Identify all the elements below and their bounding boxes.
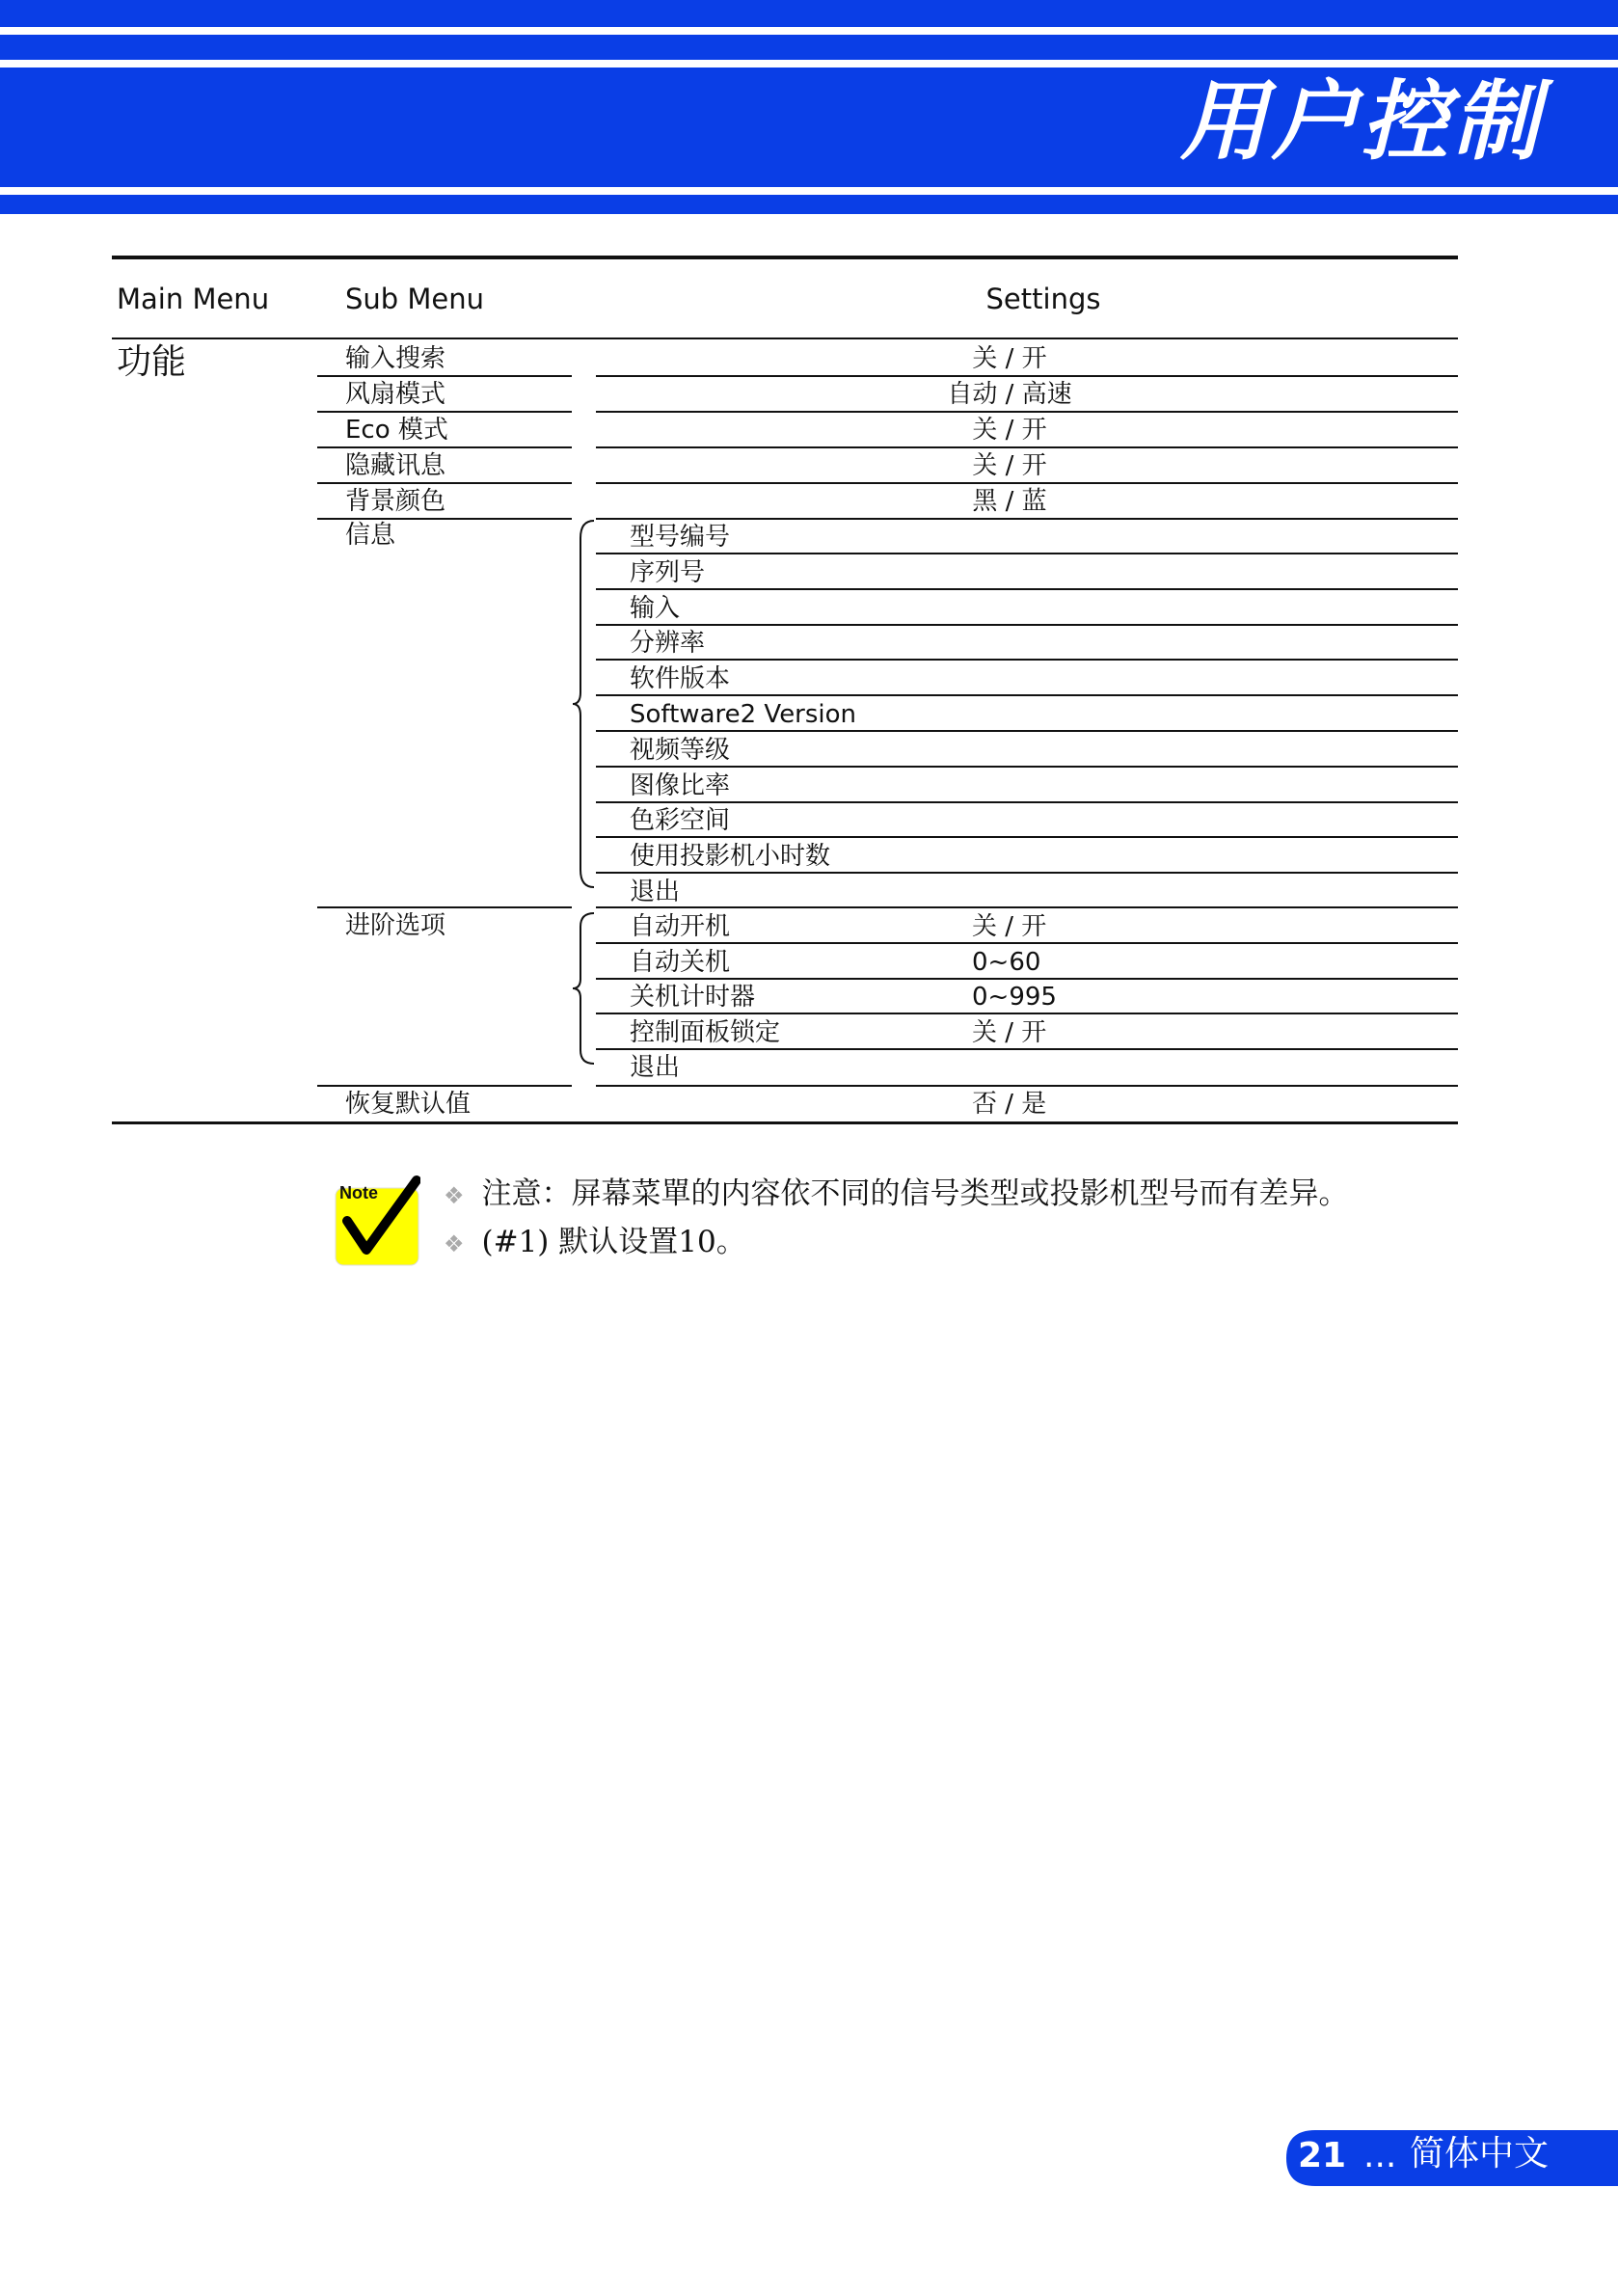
advanced-item: 控制面板锁定: [630, 1017, 781, 1047]
row-rule-info: [596, 906, 1458, 908]
sub-menu-item: 背景颜色: [345, 487, 446, 516]
header-band-thin: [0, 35, 1618, 60]
sub-menu-item: 风扇模式: [345, 380, 446, 409]
diamond-bullet-icon: ❖: [444, 1230, 465, 1257]
info-item: 分辨率: [630, 629, 706, 659]
row-rule-advanced: [596, 1048, 1458, 1050]
info-item: 图像比率: [630, 770, 731, 800]
table-bottom-rule: [112, 1121, 1458, 1124]
advanced-setting: 关 / 开: [972, 1017, 1047, 1047]
page-number: 21: [1298, 2136, 1347, 2175]
table-header-rule: [112, 338, 1458, 339]
header-band-top: [0, 0, 1618, 27]
row-rule-sub: [317, 1085, 572, 1087]
advanced-setting: 0~995: [972, 983, 1057, 1013]
sub-menu-item: 隐藏讯息: [345, 451, 446, 480]
row-rule-sub: [317, 446, 572, 448]
row-rule-sub: [317, 482, 572, 484]
advanced-brace: [569, 911, 598, 1066]
row-rule-setting: [596, 446, 1458, 448]
info-item: 输入: [630, 593, 681, 623]
note-badge: Note: [339, 1183, 378, 1202]
row-rule-info: [596, 694, 1458, 696]
row-rule-setting: [596, 375, 1458, 377]
row-rule-info: [596, 730, 1458, 732]
row-rule-info: [596, 659, 1458, 661]
row-rule-sub: [317, 375, 572, 377]
row-rule-info: [596, 588, 1458, 590]
footer-language: 简体中文: [1410, 2134, 1550, 2174]
advanced-item: 自动开机: [630, 912, 731, 941]
sub-menu-item: 输入搜索: [345, 344, 446, 373]
info-item: 软件版本: [630, 664, 731, 694]
row-rule-info: [596, 766, 1458, 768]
row-rule-info: [596, 801, 1458, 803]
info-item: Software2 Version: [630, 700, 857, 729]
row-rule-info: [596, 553, 1458, 554]
col-header-sub: Sub Menu: [345, 283, 485, 315]
row-rule-advanced: [596, 942, 1458, 944]
setting-value: 黑 / 蓝: [972, 487, 1047, 516]
table-top-rule: [112, 256, 1458, 259]
row-rule-setting: [596, 411, 1458, 413]
row-rule-setting: [596, 482, 1458, 484]
sub-reset: 恢复默认值: [345, 1090, 472, 1119]
info-item: 色彩空间: [630, 806, 731, 836]
diamond-bullet-icon: ❖: [444, 1182, 465, 1209]
page-title: 用户控制: [1180, 71, 1543, 173]
advanced-item: 自动关机: [630, 947, 731, 977]
advanced-setting: 0~60: [972, 947, 1041, 977]
row-rule-advanced: [596, 1085, 1458, 1087]
info-brace: [569, 519, 598, 889]
note-line-2: ❖ (#1) 默认设置10。: [444, 1225, 746, 1259]
note-line-1: ❖ 注意：屏幕菜單的内容依不同的信号类型或投影机型号而有差异。: [444, 1176, 1349, 1211]
main-menu-item: 功能: [117, 342, 187, 382]
setting-value: 自动 / 高速: [947, 380, 1072, 409]
col-header-settings: Settings: [985, 283, 1101, 315]
row-rule-sub: [317, 906, 572, 908]
col-header-main: Main Menu: [117, 283, 270, 315]
info-item: 型号编号: [630, 523, 731, 552]
advanced-item: 退出: [630, 1053, 681, 1083]
setting-value: 关 / 开: [972, 416, 1047, 445]
footer-dots: ...: [1363, 2136, 1397, 2175]
setting-value: 关 / 开: [972, 344, 1047, 373]
row-rule-info: [596, 624, 1458, 626]
row-rule-setting: [596, 518, 1458, 520]
row-rule-sub: [317, 411, 572, 413]
reset-setting: 否 / 是: [972, 1090, 1047, 1119]
row-rule-info: [596, 872, 1458, 874]
row-rule-advanced: [596, 1013, 1458, 1014]
sub-advanced: 进阶选项: [345, 911, 446, 940]
row-rule-advanced: [596, 978, 1458, 980]
info-item: 序列号: [630, 557, 706, 587]
info-item: 退出: [630, 878, 681, 906]
sub-menu-item: Eco 模式: [345, 416, 448, 445]
row-rule-info: [596, 836, 1458, 838]
advanced-item: 关机计时器: [630, 983, 756, 1013]
setting-value: 关 / 开: [972, 451, 1047, 480]
info-item: 使用投影机小时数: [630, 842, 831, 872]
info-item: 视频等级: [630, 735, 731, 765]
advanced-setting: 关 / 开: [972, 912, 1047, 941]
sub-info: 信息: [345, 521, 396, 550]
header-band-bottom: [0, 195, 1618, 214]
